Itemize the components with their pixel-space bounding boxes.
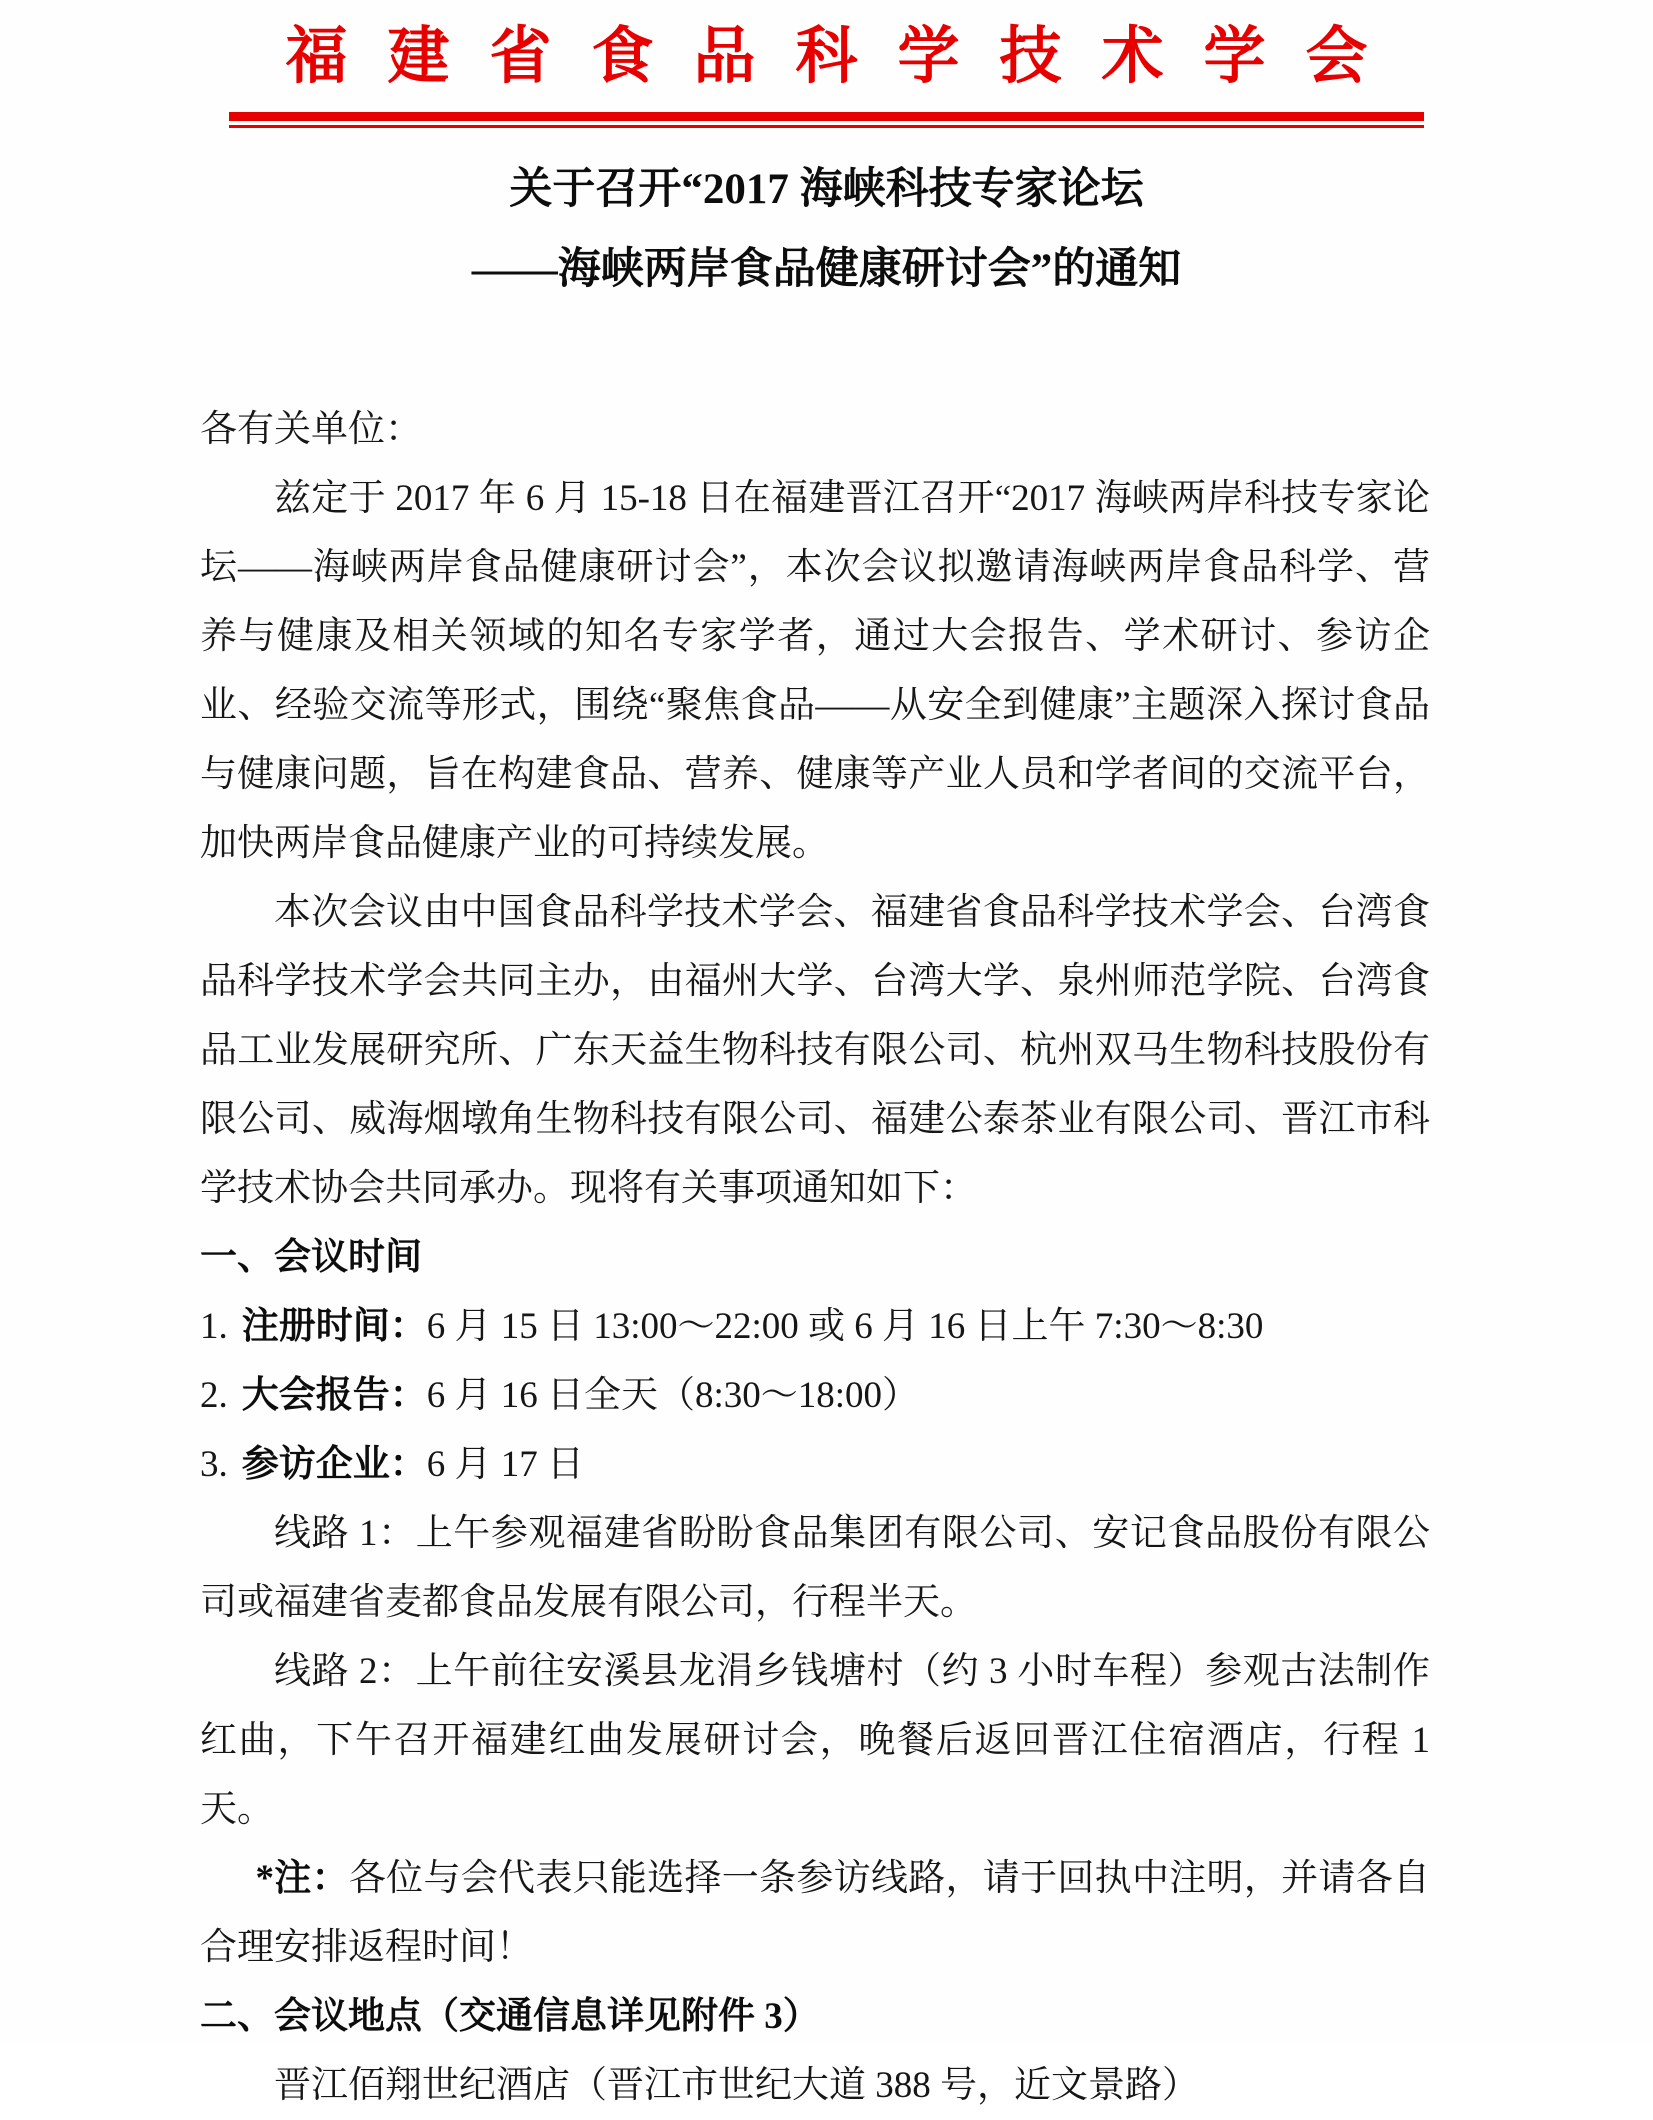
note-paragraph bbox=[200, 1844, 1430, 1982]
schedule-item-text: 6 月 16 日全天（8:30～18:00） bbox=[426, 1375, 920, 1417]
note-label: *注： bbox=[255, 1858, 349, 1900]
paragraph-organizers: 本次会议由中国食品科学技术学会、福建省食品科学技术学会、台湾食品科学技术学会共同主办，由福州大学、台湾大学、泉州师范学院、台湾食品工业发展研究所、广东天益生物科技有限公司、杭州双马生物科技股份有限公司、威海烟墩角生物科技有限公司、福建公泰茶业有限公司、晋江市科学技术协会共同承办。现将有关事项通知如下： bbox=[200, 892, 1430, 1210]
letterhead-rule-thin bbox=[229, 125, 1424, 128]
schedule-item-label: 注册时间： bbox=[241, 1306, 427, 1348]
route-1-paragraph: 线路 1：上午参观福建省盼盼食品集团有限公司、安记食品股份有限公司或福建省麦都食品发展有限公司，行程半天。 bbox=[200, 1513, 1430, 1624]
schedule-item-visits bbox=[200, 1430, 1430, 1499]
salutation: 各有关单位： bbox=[200, 409, 422, 451]
schedule-item-text: 6 月 17 日 bbox=[426, 1444, 584, 1486]
schedule-item-number: 1. bbox=[200, 1306, 228, 1348]
paragraph-intro: 兹定于 2017 年 6 月 15-18 日在福建晋江召开“2017 海峡两岸科技专家论坛——海峡两岸食品健康研讨会”，本次会议拟邀请海峡两岸食品科学、营养与健康及相关领域的知名专家学者，通过大会报告、学术研讨、参访企业、经验交流等形式，围绕“聚焦食品——从安全到健康”主题深入探讨食品与健康问题，旨在构建食品、营养、健康等产业人员和学者间的交流平台，加快两岸食品健康产业的可持续发展。 bbox=[200, 478, 1430, 865]
schedule-item-number: 2. bbox=[200, 1375, 228, 1417]
note-text: 各位与会代表只能选择一条参访线路，请于回执中注明，并请各自合理安排返程时间！ bbox=[200, 1858, 1431, 1969]
venue-line: 晋江佰翔世纪酒店（晋江市世纪大道 388 号，近文景路） bbox=[274, 2065, 1199, 2107]
section-1-heading: 一、会议时间 bbox=[200, 1237, 422, 1279]
document-title-line1: 关于召开“2017 海峡科技专家论坛 bbox=[509, 166, 1144, 214]
schedule-item-registration bbox=[200, 1292, 1430, 1361]
section-2-heading: 二、会议地点（交通信息详见附件 3） bbox=[200, 1996, 820, 2038]
document-body bbox=[200, 395, 1430, 2120]
letterhead-org-name: 福建省食品科学技术学会 bbox=[285, 23, 1408, 91]
schedule-item-text: 6 月 15 日 13:00～22:00 或 6 月 16 日上午 7:30～8:30 bbox=[426, 1306, 1264, 1348]
route-2-paragraph: 线路 2：上午前往安溪县龙涓乡钱塘村（约 3 小时车程）参观古法制作红曲，下午召开福建红曲发展研讨会，晚餐后返回晋江住宿酒店，行程 1 天。 bbox=[200, 1651, 1430, 1831]
schedule-item-label: 大会报告： bbox=[241, 1375, 427, 1417]
schedule-item-number: 3. bbox=[200, 1444, 228, 1486]
schedule-item-reports bbox=[200, 1361, 1430, 1430]
document-title-line2: ——海峡两岸食品健康研讨会”的通知 bbox=[471, 245, 1182, 293]
letterhead-rule-thick bbox=[229, 112, 1424, 121]
schedule-item-label: 参访企业： bbox=[241, 1444, 427, 1486]
